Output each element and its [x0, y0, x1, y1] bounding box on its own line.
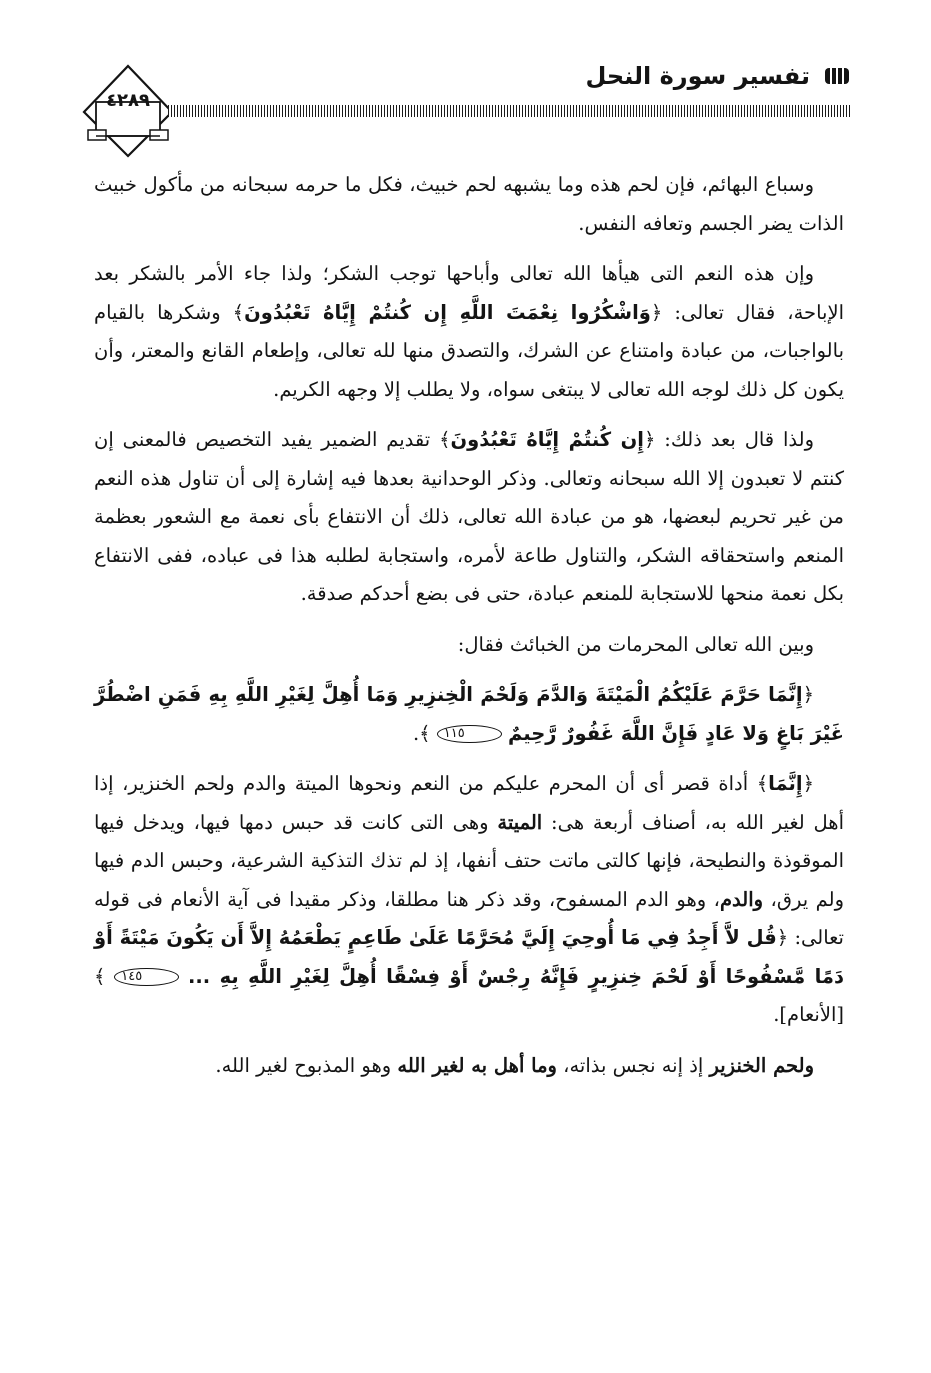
quran-verse: إِنَّمَا حَرَّمَ عَلَيْكُمُ الْمَيْتَةَ وَالدَّمَ وَلَحْمَ الْخِنزِيرِ وَمَا أُهِلَّ لِغَيْرِ اللَّهِ بِهِ فَمَنِ اضْطُرَّ غَيْرَ بَاغٍ وَلا عَادٍ فَإِنَّ اللَّهَ غَفُورٌ رَّحِيمٌ [94, 683, 844, 745]
quran-verse: وَاشْكُرُوا نِعْمَتَ اللَّهِ إِن كُنتُمْ إِيَّاهُ تَعْبُدُونَ [244, 300, 651, 324]
ayah-number: ١١٥ [437, 725, 502, 743]
text-run: إذ إنه نجس بذاته، [556, 1053, 710, 1077]
text-run: وسباع البهائم، فإن لحم هذه وما يشبهه لحم خبيث، فكل ما حرمه سبحانه من مأكول خبيث الذات يضر الجسم وتعافه النفس. [94, 173, 844, 235]
verse-bracket: ﴿ [643, 428, 656, 451]
header-rule [168, 105, 850, 117]
quran-verse: إِن كُنتُمْ إِيَّاهُ تَعْبُدُونَ [450, 428, 644, 451]
bold-term: والدم [719, 887, 764, 911]
paragraph [94, 421, 844, 614]
quran-verse: قُل لاَّ أَجِدُ فِي مَا أُوحِيَ إِلَيَّ مُحَرَّمًا عَلَىٰ طَاعِمٍ يَطْعَمُهُ إِلاَّ أَن يَكُونَ مَيْتَةً أَوْ دَمًا مَّسْفُوحًا أَوْ لَحْمَ خِنزِيرٍ فَإِنَّهُ رِجْسٌ أَوْ فِسْقًا أُهِلَّ لِغَيْرِ اللَّهِ بِهِ ... [94, 926, 845, 988]
paragraph [94, 166, 844, 243]
paragraph [94, 255, 844, 409]
verse-bracket: ﴿ [802, 683, 814, 706]
text-run: وبين الله تعالى المحرمات من الخبائث فقال: [457, 632, 814, 656]
text-run [179, 965, 188, 988]
verse-bracket: ﴾ [419, 721, 431, 745]
bold-term: وما أهل به لغير الله [397, 1053, 557, 1077]
ornament-icon [824, 66, 850, 86]
text-run: وشكرها بالقيام بالواجبات، من عبادة وامتناع عن الشرك، والتصدق منها لله تعالى، وإطعام القانع والمعتر، وأن يكون كل ذلك لوجه الله تعالى لا يبتغى سواه، ولا يطلب إلا وجهه الكريم. [94, 300, 844, 401]
verse-bracket: ﴿ [776, 926, 789, 949]
verse-bracket: ﴾ [439, 428, 451, 451]
text-run: أداة قصر أى أن المحرم عليكم من النعم ونحوها الميتة والدم ولحم الخنزير، إذا أهل لغير الله به، أصناف أربعة هى: [94, 772, 844, 834]
paragraph [94, 626, 844, 665]
text-run: تقديم الضمير يفيد التخصيص فالمعنى إن كنتم لا تعبدون إلا الله سبحانه وتعالى. وذكر الوحدانية بعدها فيه إشارة إلى أن تناول هذه النعم من غير تحريم لبعضها، هو من عبادة الله تعالى، ذلك أن الانتفاع بأى نعمة مع الشعور بعظمة المنعم واستحقاقه الشكر، والتناول طاعة لأمره، واستجابة لطلبه هذا فى عباده، ففى الانتفاع بكل نعمة منحها للاستجابة للمنعم عبادة، حتى فى بضع أحدكم صدقة. [94, 428, 844, 605]
text-run [431, 722, 437, 745]
verse-bracket: ﴾ [94, 964, 106, 988]
page-header [80, 52, 850, 162]
paragraph [94, 765, 844, 1035]
verse-bracket: ﴿ [802, 772, 814, 795]
text-run: ولذا قال بعد ذلك: [655, 428, 815, 451]
verse-bracket: ﴾ [232, 300, 245, 324]
running-title: تفسير سورة النحل [585, 62, 810, 90]
paragraph [94, 1047, 844, 1086]
ayah-number: ١٤٥ [114, 968, 179, 986]
body-text [94, 166, 844, 1097]
page-number: ٤٢٨٩ [106, 90, 150, 111]
verse-bracket: ﴿ [650, 300, 663, 324]
text-run: . [412, 721, 420, 745]
bold-term: ولحم الخنزير [709, 1053, 814, 1077]
text-run: [الأنعام]. [773, 1003, 844, 1026]
text-run: وهو المذبوح لغير الله. [215, 1053, 398, 1077]
verse-bracket: ﴾ [756, 772, 769, 795]
text-run: وإن هذه النعم التى هيأها الله تعالى وأباحها توجب الشكر؛ ولذا جاء الأمر بالشكر بعد الإباحة، فقال تعالى: [94, 262, 844, 324]
text-run: ، وهو الدم المسفوح، وقد ذكر هنا مطلقا، وذكر مقيدا فى آية الأنعام فى قوله تعالى: [94, 887, 844, 949]
quran-verse: إِنَّمَا [768, 772, 803, 795]
bold-term: الميتة [497, 810, 543, 834]
paragraph [94, 676, 844, 753]
text-run: وهى التى كانت قد حبس دمها فيها، ويدخل فيها الموقوذة والنطيحة، فإنها كالتى ماتت حتف أنفها، إذ لم تذك التذكية الشرعية، وحبس الدم فيها ولم يرق، [94, 810, 845, 911]
text-run [105, 965, 114, 988]
